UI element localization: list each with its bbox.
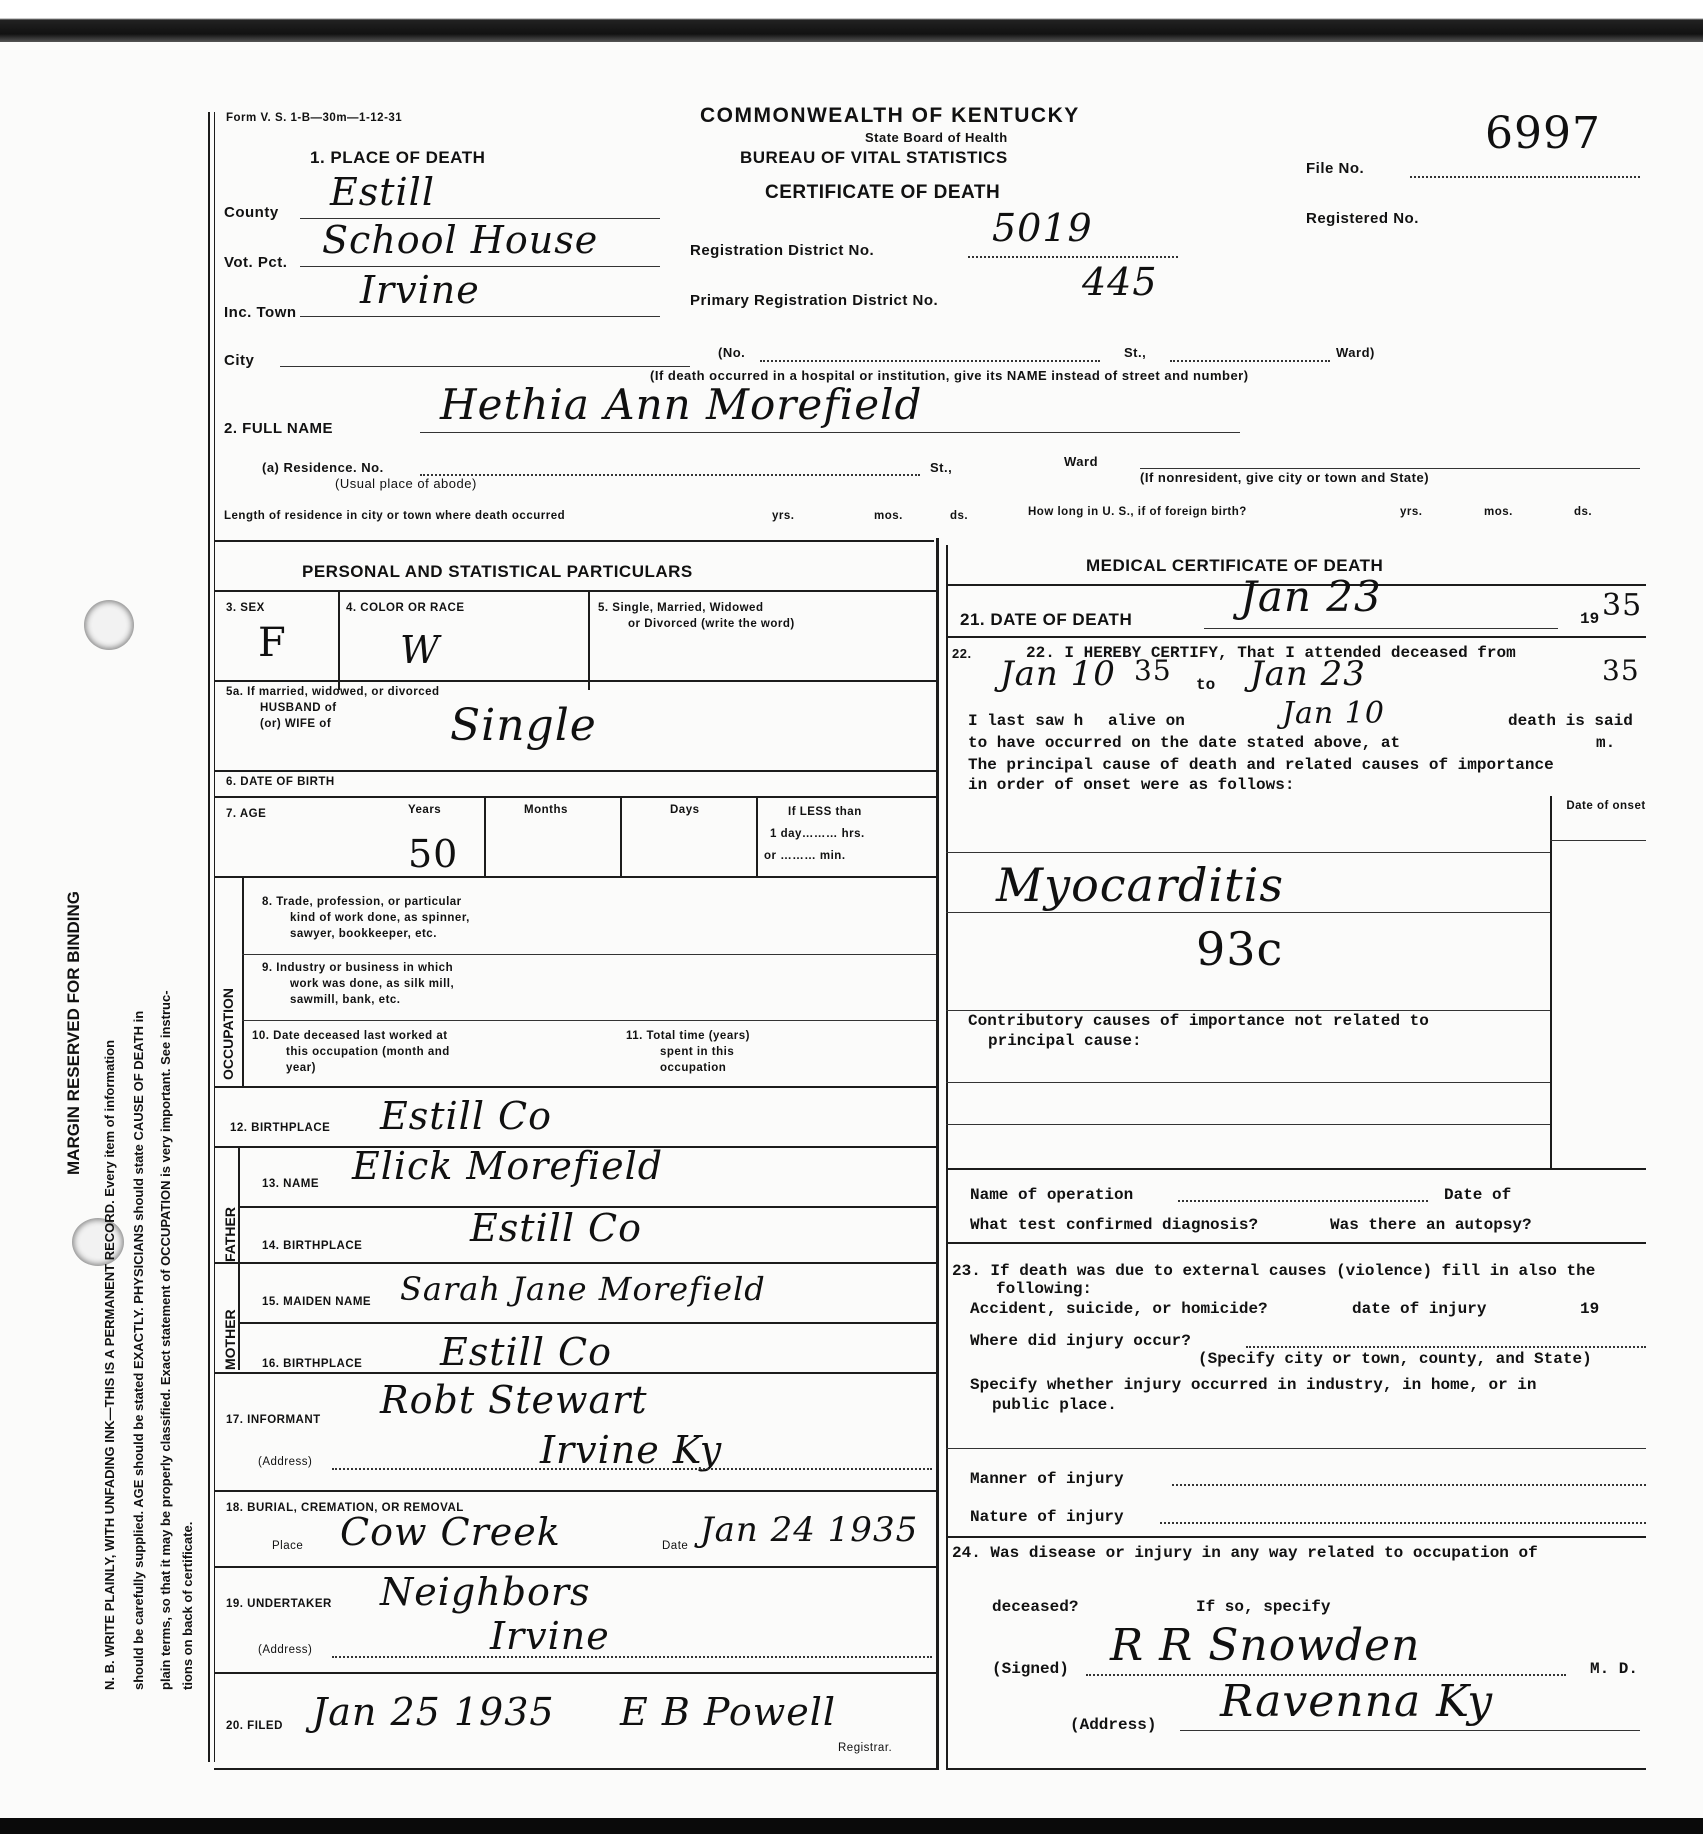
certificate-title: CERTIFICATE OF DEATH [765, 182, 1001, 203]
county-value: Estill [330, 170, 435, 214]
less-1: If LESS than [788, 806, 862, 818]
industry-rule [242, 1020, 936, 1021]
residence-line [420, 474, 920, 476]
birthplace-value: Estill Co [380, 1094, 553, 1138]
inc-town-line [300, 316, 660, 317]
occupation-side-rule [242, 876, 244, 1086]
race-marital-rule [588, 590, 590, 690]
margin-rule [208, 112, 210, 1762]
undertaker-label: 19. UNDERTAKER [226, 1598, 332, 1610]
certify-text: 22. I HEREBY CERTIFY, That I attended deceased from [1026, 644, 1516, 662]
occupation-side-label: OCCUPATION [220, 987, 236, 1080]
filed-label: 20. FILED [226, 1720, 283, 1732]
attended-from-year: 35 [1134, 654, 1172, 687]
form-number: Form V. S. 1-B—30m—1-12-31 [226, 112, 403, 124]
medical-rule-1 [946, 636, 1646, 638]
external-3: Accident, suicide, or homicide? [970, 1300, 1268, 1318]
attended-from: Jan 10 [1000, 654, 1116, 694]
nonresident-line [1140, 468, 1640, 469]
registrar-label: Registrar. [838, 1742, 893, 1754]
full-name-line [420, 432, 1240, 433]
contributory-1: Contributory causes of importance not related to [968, 1012, 1429, 1030]
contributory-2: principal cause: [988, 1032, 1142, 1050]
attended-to: Jan 23 [1250, 654, 1366, 694]
place-of-death-heading: 1. PLACE OF DEATH [310, 148, 486, 167]
hospital-note: (If death occurred in a hospital or institution, give its NAME instead of street and number) [650, 368, 1249, 383]
inc-town-label: Inc. Town [224, 304, 297, 321]
age-years-label: Years [408, 804, 442, 816]
board: State Board of Health [865, 130, 1008, 145]
nonresident-note: (If nonresident, give city or town and State) [1140, 470, 1430, 485]
burial-rule [214, 1566, 936, 1568]
undertaker-address-line [332, 1656, 932, 1658]
if-so-label: If so, specify [1196, 1598, 1331, 1616]
physician-address-label: (Address) [1070, 1716, 1157, 1734]
age-days-label: Days [670, 804, 700, 816]
industry-3: sawmill, bank, etc. [290, 994, 401, 1006]
registration-district-label: Registration District No. [690, 242, 875, 259]
last-worked-1: 10. Date deceased last worked at [252, 1030, 448, 1042]
md-label: M. D. [1590, 1660, 1639, 1678]
father-bp-rule [214, 1262, 936, 1264]
inc-town-value: Irvine [360, 268, 480, 312]
manner-label: Manner of injury [970, 1470, 1124, 1488]
specify-place: (Specify city or town, county, and State) [1198, 1350, 1592, 1368]
informant-address-value: Irvine Ky [540, 1428, 723, 1472]
specify-2: public place. [992, 1396, 1117, 1414]
sex-label: 3. SEX [226, 602, 265, 614]
age-label: 7. AGE [226, 808, 267, 820]
father-name-label: 13. NAME [262, 1178, 320, 1190]
file-no-value: 6997 [1485, 108, 1601, 159]
age-value: 50 [408, 832, 459, 876]
less-3: or ……… min. [764, 850, 846, 862]
city-no-line [760, 360, 1100, 362]
trade-2: kind of work done, as spinner, [290, 912, 470, 924]
trade-1: 8. Trade, profession, or particular [262, 896, 462, 908]
where-injury-line [1246, 1346, 1646, 1348]
length-yrs: yrs. [772, 510, 795, 522]
marital-label-2: or Divorced (write the word) [628, 618, 795, 630]
manner-line [1172, 1484, 1646, 1486]
spouse-label-2: HUSBAND of [260, 702, 337, 714]
specify-1: Specify whether injury occurred in industry, in home, or in [970, 1376, 1537, 1394]
occupation-related: 24. Was disease or injury in any way related to occupation of [952, 1544, 1538, 1562]
father-name-value: Elick Morefield [352, 1144, 664, 1188]
city-line [280, 366, 690, 367]
full-name-label: 2. FULL NAME [224, 420, 334, 437]
attended-to-word: to [1196, 676, 1216, 694]
last-saw-date: Jan 10 [1282, 696, 1385, 731]
last-saw-1: I last saw h [968, 712, 1084, 730]
city-st: St., [1124, 345, 1147, 360]
principal-2: in order of onset were as follows: [968, 776, 1295, 794]
mother-name-label: 15. MAIDEN NAME [262, 1296, 372, 1308]
residence-st: St., [930, 460, 953, 475]
margin-reserved-label: MARGIN RESERVED FOR BINDING [64, 891, 83, 1175]
primary-district-label: Primary Registration District No. [690, 292, 939, 309]
contributory-bottom-rule [946, 1168, 1646, 1170]
onset-line-1 [1550, 840, 1646, 841]
signed-label: (Signed) [992, 1660, 1069, 1678]
spouse-value: Single [450, 700, 597, 751]
length-residence: Length of residence in city or town where death occurred [224, 510, 566, 522]
personal-rule-3 [214, 770, 936, 772]
city-st-line [1170, 360, 1330, 362]
mother-bp-rule [214, 1372, 936, 1374]
father-birthplace-label: 14. BIRTHPLACE [262, 1240, 363, 1252]
county-label: County [224, 204, 279, 221]
occurred-m: m. [1596, 734, 1616, 752]
registration-district-value: 5019 [992, 206, 1093, 250]
nature-line [1160, 1522, 1646, 1524]
date-of-death-line [1204, 628, 1558, 629]
informant-address-line [332, 1468, 932, 1470]
marital-label-1: 5. Single, Married, Widowed [598, 602, 764, 614]
cause-line-3 [946, 1010, 1550, 1011]
father-side-label: FATHER [222, 1207, 238, 1262]
length-ds: ds. [950, 510, 969, 522]
last-saw-2: alive on [1108, 712, 1185, 730]
last-saw-3: death is said [1508, 712, 1633, 730]
undertaker-rule [214, 1672, 936, 1674]
vot-pct-line [300, 266, 660, 267]
medical-rule-2 [946, 1242, 1646, 1244]
trade-rule [242, 954, 936, 955]
last-worked-2: this occupation (month and [286, 1046, 450, 1058]
operation-date-label: Date of [1444, 1186, 1512, 1204]
burial-date-label: Date [662, 1540, 689, 1552]
age-rule-1 [484, 796, 486, 876]
external-1: 23. If death was due to external causes (violence) fill in also the [952, 1262, 1596, 1280]
margin-note-line-3: plain terms, so that it may be properly classified. Exact statement of OCCUPATION is very important. See instruc- [158, 990, 173, 1690]
informant-label: 17. INFORMANT [226, 1414, 321, 1426]
personal-rule-1 [214, 590, 936, 592]
personal-heading: PERSONAL AND STATISTICAL PARTICULARS [302, 562, 693, 581]
registrar-value: E B Powell [620, 1690, 837, 1734]
sex-race-rule [338, 590, 340, 690]
less-2: 1 day……… hrs. [770, 828, 865, 840]
file-no-label: File No. [1306, 160, 1365, 177]
occurred-text: to have occurred on the date stated above, at [968, 734, 1401, 752]
occupation-bottom-rule [214, 1086, 936, 1088]
left-panel-top-rule [214, 540, 934, 542]
external-2: following: [996, 1280, 1093, 1298]
external-4: date of injury [1352, 1300, 1487, 1318]
sex-value: F [258, 620, 287, 666]
age-rule-2 [620, 796, 622, 876]
dob-label: 6. DATE OF BIRTH [226, 776, 335, 788]
informant-rule [214, 1490, 936, 1492]
residence-abode: (Usual place of abode) [335, 476, 477, 491]
city-ward: Ward) [1336, 345, 1375, 360]
total-time-1: 11. Total time (years) [626, 1030, 750, 1042]
right-bottom-rule [946, 1768, 1646, 1770]
industry-1: 9. Industry or business in which [262, 962, 454, 974]
age-months-label: Months [524, 804, 568, 816]
certify-number: 22. [952, 646, 972, 661]
foreign-yrs: yrs. [1400, 506, 1423, 518]
deceased-label: deceased? [992, 1598, 1079, 1616]
last-worked-3: year) [286, 1062, 316, 1074]
undertaker-value: Neighbors [380, 1570, 591, 1614]
burial-date-value: Jan 24 1935 [700, 1510, 919, 1550]
left-bottom-rule [214, 1768, 936, 1770]
father-birthplace-value: Estill Co [470, 1206, 643, 1250]
personal-rule-4 [214, 796, 936, 798]
mother-name-value: Sarah Jane Morefield [400, 1270, 766, 1308]
foreign-ds: ds. [1574, 506, 1593, 518]
race-label: 4. COLOR OR RACE [346, 602, 465, 614]
physician-address-line [1180, 1730, 1640, 1731]
industry-2: work was done, as silk mill, [290, 978, 455, 990]
registration-district-line [968, 256, 1178, 258]
date-of-death-value: Jan 23 [1240, 572, 1382, 621]
margin-note-line-1: N. B. WRITE PLAINLY, WITH UNFADING INK—THIS IS A PERMANENT RECORD. Every item of information [102, 1039, 117, 1690]
attended-to-year: 35 [1602, 654, 1640, 687]
filed-value: Jan 25 1935 [312, 1690, 555, 1734]
residence-ward: Ward [1064, 454, 1099, 469]
burial-place-value: Cow Creek [340, 1510, 561, 1554]
center-divider [936, 538, 939, 1770]
operation-line [1178, 1200, 1428, 1202]
physician-address-value: Ravenna Ky [1220, 1676, 1494, 1727]
foreign-birth: How long in U. S., if of foreign birth? [1028, 506, 1247, 518]
test-label: What test confirmed diagnosis? [970, 1216, 1259, 1234]
parents-side-rule [238, 1146, 240, 1370]
cause-line-1 [946, 852, 1550, 853]
age-rule-3 [756, 796, 758, 876]
contributory-line-1 [946, 1082, 1550, 1083]
mother-side-label: MOTHER [222, 1309, 238, 1370]
registered-no-label: Registered No. [1306, 210, 1419, 227]
race-value: W [400, 628, 441, 672]
burial-place-label: Place [272, 1540, 304, 1552]
medical-heading: MEDICAL CERTIFICATE OF DEATH [1086, 556, 1384, 575]
margin-note-line-4: tions on back of certificate. [180, 1521, 195, 1690]
margin-note-line-2: should be carefully supplied. AGE should be stated EXACTLY. PHYSICIANS should state CAUSE OF DEATH in [131, 1010, 146, 1690]
date-of-death-year: 35 [1602, 588, 1643, 623]
principal-cause-value: Myocarditis [996, 858, 1284, 912]
burial-label: 18. BURIAL, CREMATION, OR REMOVAL [226, 1502, 464, 1514]
scan-top-edge [0, 0, 1703, 42]
specify-line [946, 1448, 1646, 1449]
operation-label: Name of operation [970, 1186, 1134, 1204]
autopsy-label: Was there an autopsy? [1330, 1216, 1532, 1234]
date-of-death-label: 21. DATE OF DEATH [960, 610, 1133, 629]
city-no: (No. [718, 345, 746, 360]
external-year: 19 [1580, 1300, 1600, 1318]
cause-line-2 [946, 912, 1550, 913]
mother-birthplace-value: Estill Co [440, 1330, 613, 1374]
personal-rule-5 [214, 876, 936, 878]
commonwealth: COMMONWEALTH OF KENTUCKY [700, 104, 1080, 127]
file-no-line [1410, 176, 1640, 178]
birthplace-label: 12. BIRTHPLACE [230, 1122, 331, 1134]
center-divider-inner [946, 545, 948, 1770]
undertaker-address-label: (Address) [258, 1644, 313, 1656]
spouse-label-3: (or) WIFE of [260, 718, 332, 730]
undertaker-address-value: Irvine [490, 1614, 610, 1658]
total-time-3: occupation [660, 1062, 727, 1074]
personal-rule-2 [214, 680, 936, 682]
principal-1: The principal cause of death and related causes of importance [968, 756, 1554, 774]
medical-rule-3 [946, 1536, 1646, 1538]
full-name-value: Hethia Ann Morefield [440, 380, 923, 429]
where-injury: Where did injury occur? [970, 1332, 1191, 1350]
contributory-line-2 [946, 1124, 1550, 1125]
onset-column-rule [1550, 796, 1552, 1168]
signed-value: R R Snowden [1110, 1620, 1421, 1671]
foreign-mos: mos. [1484, 506, 1513, 518]
date-of-onset-label: Date of onset [1566, 800, 1646, 812]
principal-cause-code: 93c [1196, 922, 1284, 976]
informant-value: Robt Stewart [380, 1378, 648, 1422]
primary-district-value: 445 [1082, 260, 1158, 304]
bureau: BUREAU OF VITAL STATISTICS [740, 148, 1008, 167]
punch-hole-top [84, 600, 134, 650]
informant-address-label: (Address) [258, 1456, 313, 1468]
trade-3: sawyer, bookkeeper, etc. [290, 928, 437, 940]
vot-pct-label: Vot. Pct. [224, 254, 288, 271]
residence-label: (a) Residence. No. [262, 460, 384, 475]
vot-pct-value: School House [322, 218, 599, 262]
city-label: City [224, 352, 255, 369]
total-time-2: spent in this [660, 1046, 735, 1058]
margin-rule-inner [214, 112, 215, 1762]
nature-label: Nature of injury [970, 1508, 1124, 1526]
mother-name-rule [238, 1322, 936, 1324]
date-of-death-year-print: 19 [1580, 610, 1600, 628]
scan-bottom-edge [0, 1818, 1703, 1834]
spouse-label-1: 5a. If married, widowed, or divorced [226, 686, 440, 698]
length-mos: mos. [874, 510, 903, 522]
mother-birthplace-label: 16. BIRTHPLACE [262, 1358, 363, 1370]
